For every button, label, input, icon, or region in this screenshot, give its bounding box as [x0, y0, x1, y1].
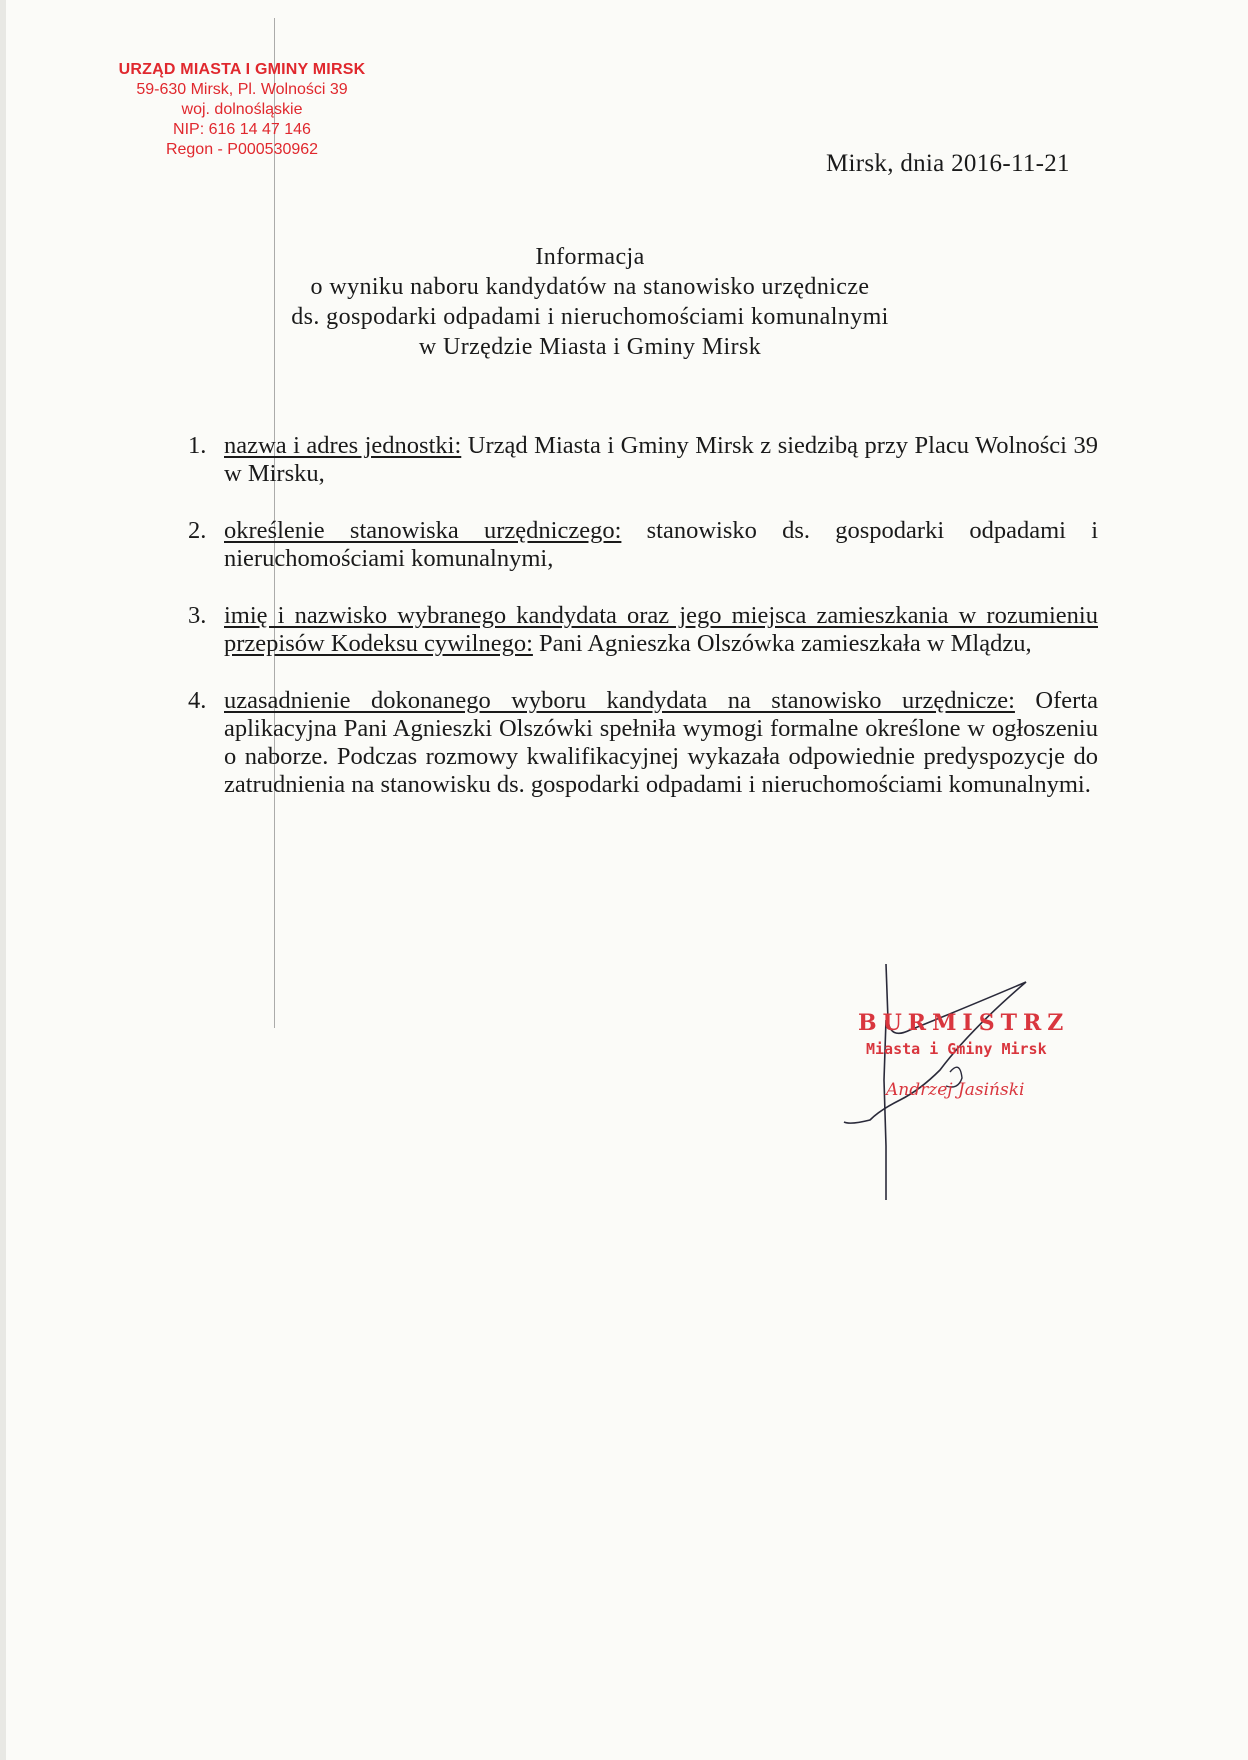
heading-title: Informacja [535, 244, 645, 270]
list-item-number: 3. [188, 602, 207, 629]
heading-line-2: o wyniku naboru kandydatów na stanowisko urzędnicze [310, 274, 870, 300]
list-item [188, 432, 1098, 488]
heading-line-4: w Urzędzie Miasta i Gminy Mirsk [418, 334, 762, 360]
office-stamp [104, 60, 404, 160]
heading-line-3: ds. gospodarki odpadami i nieruchomościami komunalnymi [291, 304, 889, 330]
document-heading [200, 242, 980, 362]
list-item [188, 687, 1098, 799]
list-item-label: określenie stanowiska urzędniczego: [224, 517, 622, 544]
list-item-number: 2. [188, 517, 207, 544]
stamp-line-office: URZĄD MIASTA I GMINY MIRSK [118, 61, 366, 78]
list-item-text: Urząd Miasta i Gminy Mirsk z siedzibą przy Placu Wolności 39 w Mirsku, [224, 432, 1099, 487]
list-item-label: uzasadnienie dokonanego wyboru kandydata na stanowisko urzędnicze: [224, 687, 1015, 714]
list-item-number: 4. [188, 687, 207, 714]
signature-stamp-title: BURMISTRZ [858, 1010, 1070, 1036]
list-item-label: nazwa i adres jednostki: [224, 432, 462, 459]
list-item-label: imię i nazwisko wybranego kandydata oraz jego miejsca zamieszkania w rozumieniu przepisów Kodeksu cywilnego: [224, 602, 1098, 657]
signature-block [840, 960, 1080, 1210]
information-list [188, 432, 1098, 828]
list-item-body [224, 602, 1098, 658]
list-item [188, 517, 1098, 573]
list-item [188, 602, 1098, 658]
list-item-body [224, 517, 1098, 573]
document-date: Mirsk, dnia 2016-11-21 [826, 150, 1070, 177]
signature-stamp-subtitle: Miasta i Gminy Mirsk [866, 1040, 1047, 1058]
list-item-text: Pani Agnieszka Olszówka zamieszkała w Mlądzu, [532, 630, 1032, 657]
stamp-line-nip: NIP: 616 14 47 146 [173, 121, 311, 138]
signature-stamp-name: Andrzej Jasiński [886, 1080, 1025, 1100]
scan-edge [0, 0, 6, 1760]
list-item-body [224, 432, 1098, 488]
list-item-number: 1. [188, 432, 207, 459]
stamp-line-address: 59-630 Mirsk, Pl. Wolności 39 [136, 81, 348, 98]
stamp-line-voivodeship: woj. dolnośląskie [181, 101, 303, 118]
list-item-text: Oferta aplikacyjna Pani Agnieszki Olszówki spełniła wymogi formalne określone w ogłoszeniu o naborze. Podczas rozmowy kwalifikacyjnej wykazała odpowiednie predyspozycje do zatrudnienia na stanowisku ds. gospodarki odpadami i nieruchomościami komunalnymi. [224, 687, 1098, 798]
list-item-text: stanowisko ds. gospodarki odpadami i nieruchomościami komunalnymi, [224, 517, 1098, 572]
stamp-line-regon: Regon - P000530962 [165, 141, 319, 158]
list-item-body [224, 687, 1098, 799]
